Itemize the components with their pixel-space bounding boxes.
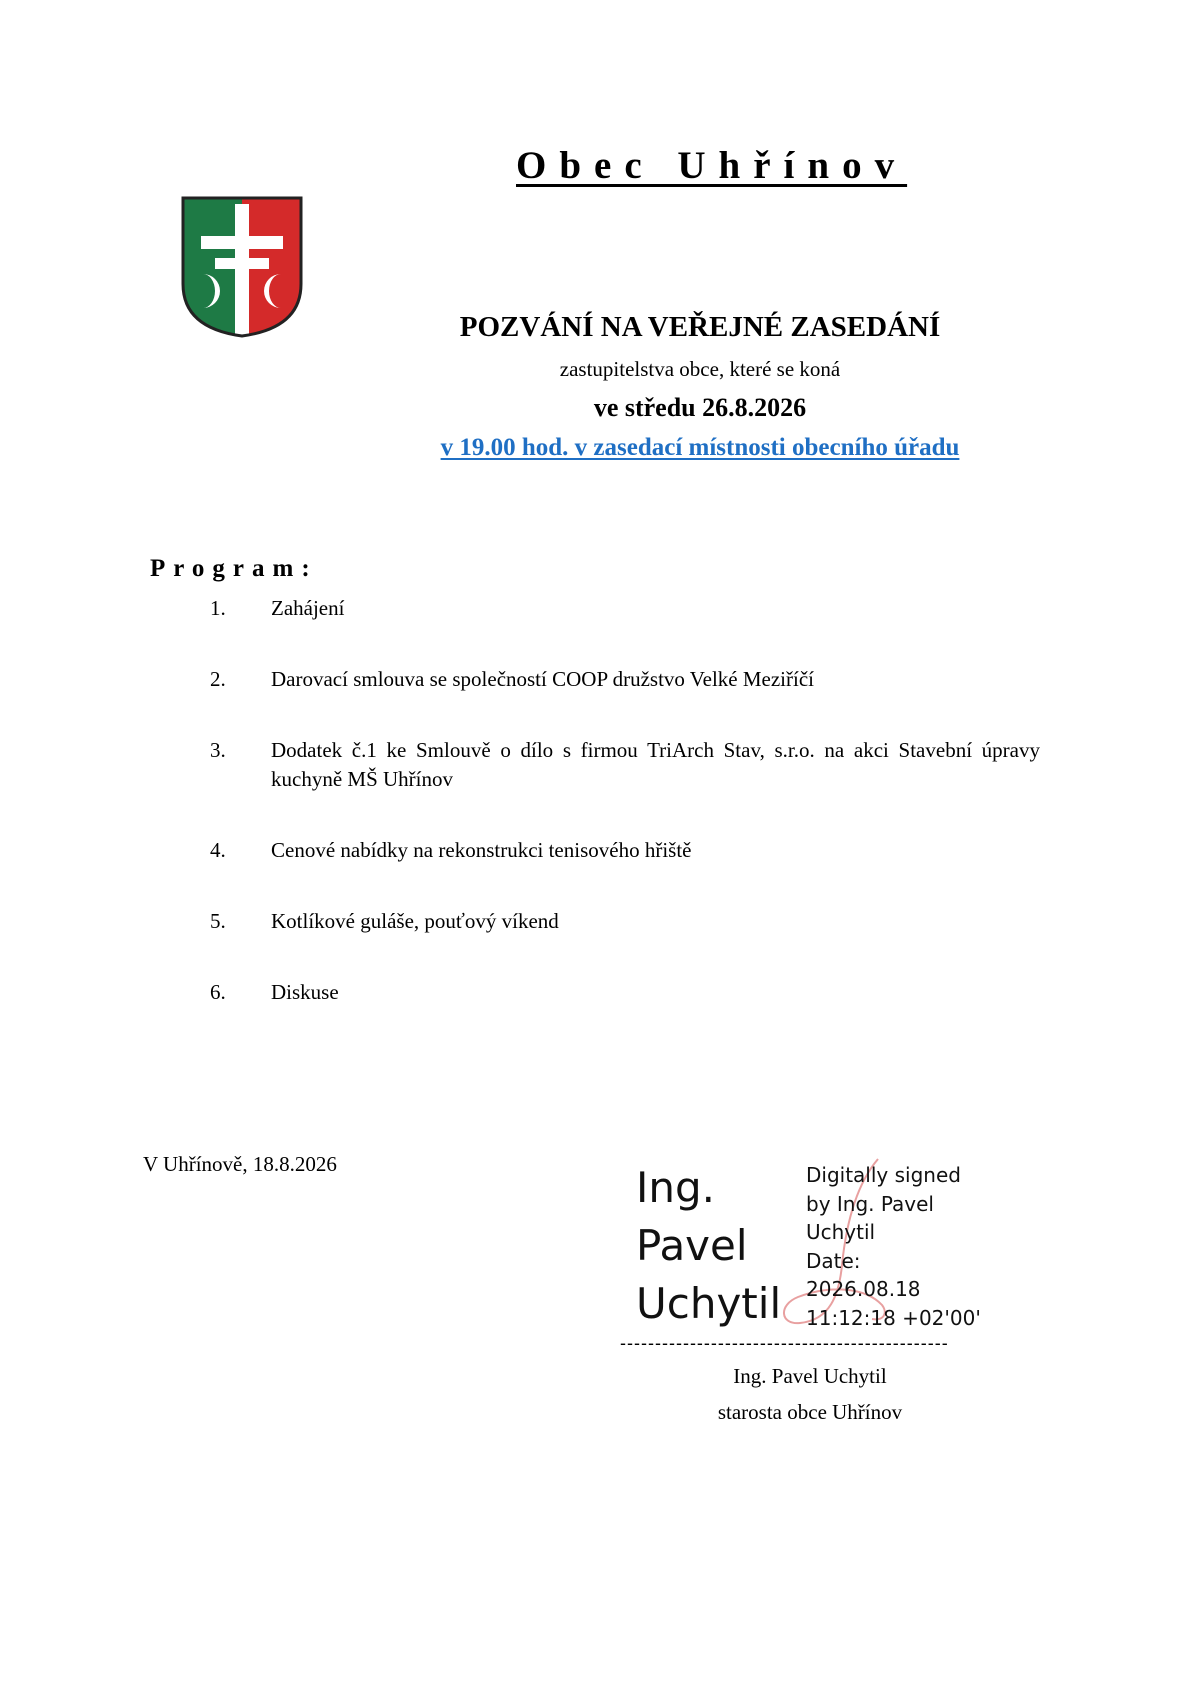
signature-name-line: Pavel (636, 1221, 748, 1270)
signature-name-line: Uchytil (636, 1279, 782, 1328)
agenda-item (210, 907, 1040, 936)
digital-signature (620, 1155, 1020, 1335)
agenda-item (210, 594, 1040, 623)
agenda-item (210, 978, 1040, 1007)
agenda-item-number: 3. (210, 738, 226, 762)
agenda-item-number: 4. (210, 838, 226, 862)
signature-detail-line: Digitally signed (806, 1163, 961, 1187)
agenda-item-text: Diskuse (271, 980, 339, 1004)
signer-role: starosta obce Uhřínov (717, 1400, 903, 1424)
signature-line: ----------------------------------------------- (620, 1333, 949, 1353)
agenda-item-text: Dodatek č.1 ke Smlouvě o dílo s firmou TriArch Stav, s.r.o. na akci Stavební úpravy kuchyně MŠ Uhřínov (271, 738, 1040, 791)
place-and-date: V Uhřínově, 18.8.2026 (143, 1152, 337, 1176)
invitation-subheading: zastupitelstva obce, které se koná (559, 357, 841, 381)
agenda-item-number: 2. (210, 667, 226, 691)
signature-name (636, 1159, 781, 1333)
agenda-item-text: Kotlíkové guláše, pouťový víkend (271, 909, 559, 933)
agenda-item-number: 5. (210, 909, 226, 933)
signature-name-line: Ing. (636, 1163, 716, 1212)
signature-detail-line: 11:12:18 +02'00' (806, 1305, 981, 1330)
coat-of-arms-icon (181, 196, 303, 338)
program-label: Program: (150, 555, 318, 582)
signature-detail-line: 2026.08.18 (806, 1277, 921, 1301)
signer-name: Ing. Pavel Uchytil (733, 1364, 887, 1388)
agenda-item-text: Zahájení (271, 596, 345, 620)
meeting-location-link[interactable]: v 19.00 hod. v zasedací místnosti obecního úřadu (440, 434, 960, 461)
signature-detail-line: Uchytil (806, 1220, 876, 1244)
agenda-item (210, 736, 1040, 794)
agenda-item-number: 6. (210, 980, 226, 1004)
invitation-heading: POZVÁNÍ NA VEŘEJNÉ ZASEDÁNÍ (459, 311, 941, 343)
signature-detail-line: by Ing. Pavel (806, 1191, 934, 1216)
agenda-item-text: Darovací smlouva se společností COOP družstvo Velké Meziříčí (271, 667, 814, 691)
agenda-item (210, 836, 1040, 865)
meeting-date: ve středu 26.8.2026 (593, 393, 807, 422)
agenda-item-text: Cenové nabídky na rekonstrukci tenisového hřiště (271, 838, 692, 862)
municipality-title: Obec Uhřínov (516, 144, 908, 187)
agenda-item-number: 1. (210, 596, 226, 620)
signature-detail-line: Date: (806, 1248, 861, 1273)
signature-details (806, 1161, 981, 1332)
agenda-list (210, 594, 1040, 1049)
agenda-item (210, 665, 1040, 694)
